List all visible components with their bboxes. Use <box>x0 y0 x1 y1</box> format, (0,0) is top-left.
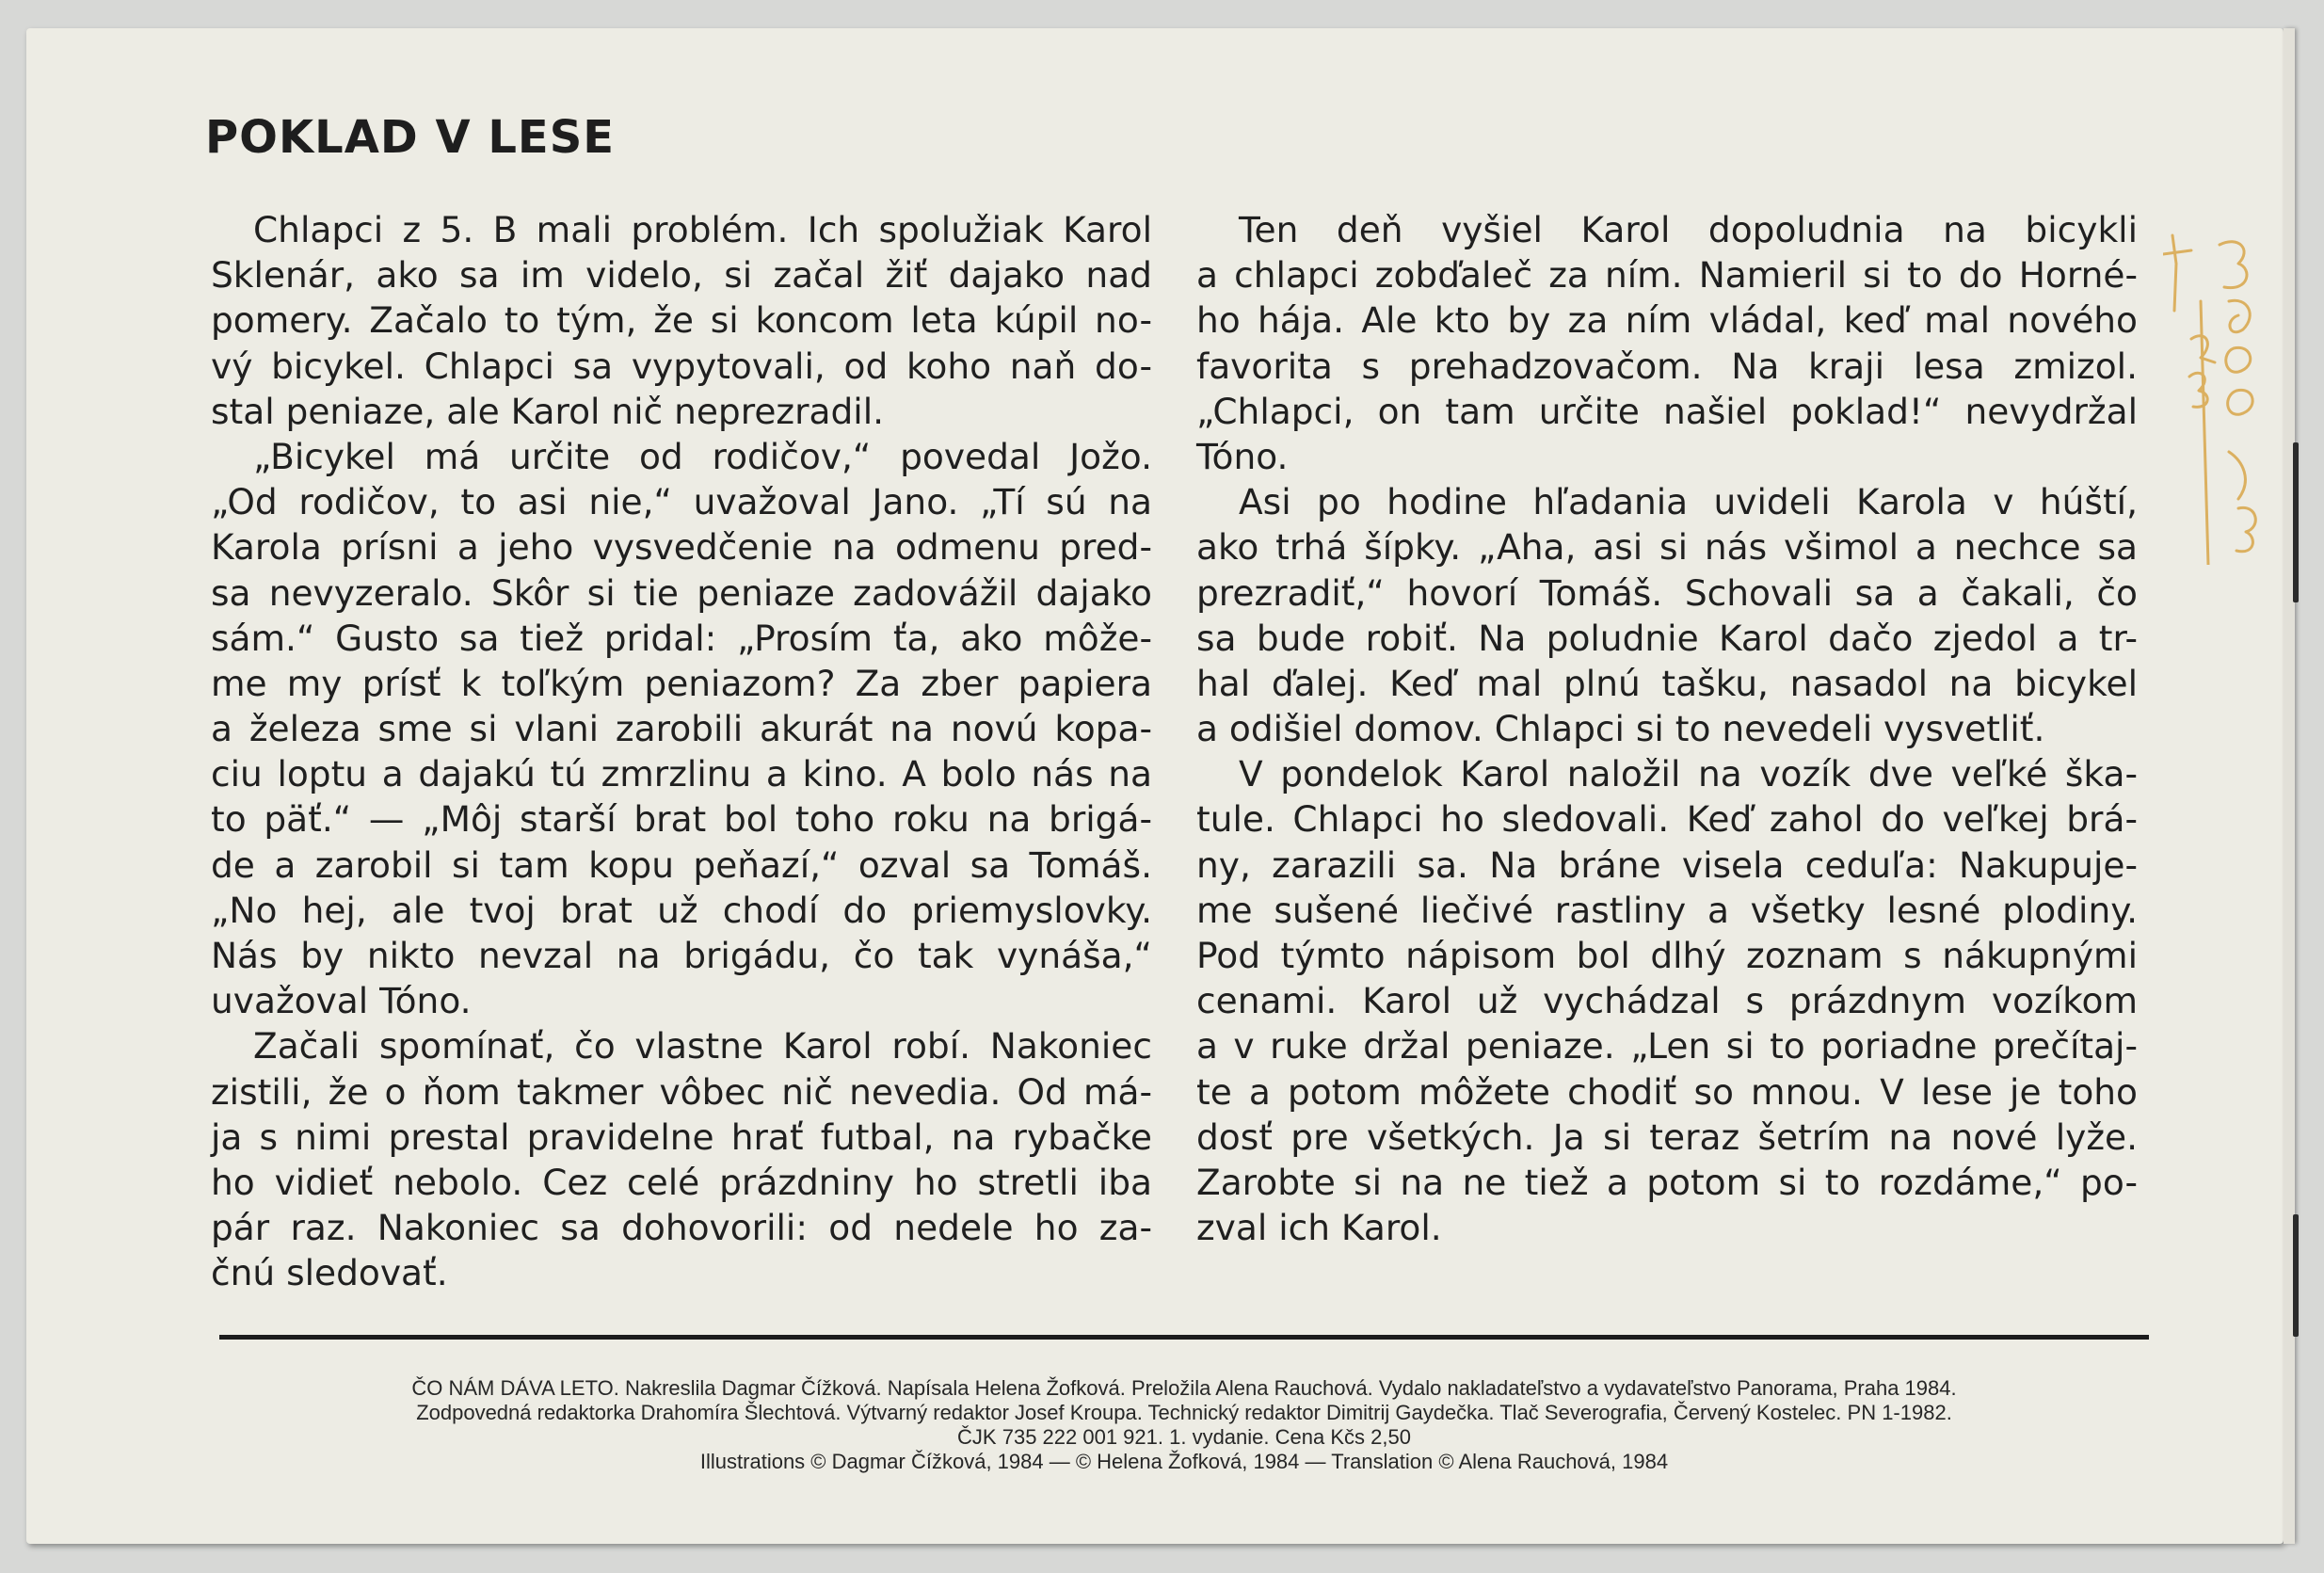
right-column-line: prezradiť,“ hovorí Tomáš. Schovali sa a čakali, čo <box>1196 571 2138 614</box>
right-column-line: Zarobte si na ne tiež a potom si to rozdáme,“ po- <box>1196 1161 2138 1203</box>
colophon-line-1: ČO NÁM DÁVA LETO. Nakreslila Dagmar Čížková. Napísala Helena Žofková. Preložila Alena Rauchová. Vydalo nakladateľstvo a vydavateľstvo Panorama, Praha 1984. <box>411 1376 1957 1400</box>
left-column-line: Sklenár, ako sa im videlo, si začal žiť dajako nad <box>211 254 1152 297</box>
text-column-right <box>1196 207 2138 1250</box>
colophon-line-4: Illustrations © Dagmar Čížková, 1984 — © Helena Žofková, 1984 — Translation © Alena Rauchová, 1984 <box>699 1450 1669 1473</box>
colophon-line-2: Zodpovedná redaktorka Drahomíra Šlechtová. Výtvarný redaktor Josef Kroupa. Technický redaktor Dimitrij Gaydečka. Tlač Severografia, Červený Kostelec. PN 1-1982. <box>416 1401 1952 1424</box>
left-column-line: sám.“ Gusto sa tiež pridal: „Prosím ťa, ako môže- <box>211 617 1152 659</box>
right-column-line: Pod týmto nápisom bol dlhý zoznam s nákupnými <box>1196 935 2138 976</box>
left-column-line: Chlapci z 5. B mali problém. Ich spolužiak Karol <box>253 209 1152 250</box>
page-title: POKLAD V LESE <box>205 111 616 164</box>
right-column-line: Asi po hodine hľadania uvideli Karola v húští, <box>1239 481 2138 523</box>
right-column-line: hal ďalej. Keď mal plnú tašku, nasadol na bicykel <box>1196 662 2138 704</box>
book-page <box>26 28 2284 1544</box>
left-column-line: uvažoval Tóno. <box>211 980 472 1022</box>
right-column-line: V pondelok Karol naložil na vozík dve veľké ška- <box>1239 753 2138 795</box>
left-column-line: ciu loptu a dajakú tú zmrzlinu a kino. A bolo nás na <box>211 753 1152 795</box>
left-column-line: stal peniaze, ale Karol nič neprezradil. <box>211 390 885 432</box>
right-column-line: „Chlapci, on tam určite našiel poklad!“ nevydržal <box>1196 390 2138 432</box>
colophon <box>219 1376 2149 1474</box>
right-column-line: me sušené liečivé rastliny a všetky lesné plodiny. <box>1196 889 2138 931</box>
right-column-line: favorita s prehadzovačom. Na kraji lesa zmizol. <box>1196 345 2138 387</box>
left-column-line: to päť.“ — „Môj starší brat bol toho roku na brigá- <box>211 798 1152 841</box>
right-column-line: Ten deň vyšiel Karol dopoludnia na bicykli <box>1239 209 2138 250</box>
left-column-line: vý bicykel. Chlapci sa vypytovali, od koho naň do- <box>211 345 1152 387</box>
colophon-line-3: ČJK 735 222 001 921. 1. vydanie. Cena Kčs 2,50 <box>957 1425 1411 1449</box>
left-column-line: Karola prísni a jeho vysvedčenie na odmenu pred- <box>211 526 1152 569</box>
left-column-line: čnú sledovať. <box>211 1252 448 1294</box>
left-column-line: pomery. Začalo to tým, že si koncom leta kúpil no- <box>211 299 1152 342</box>
left-column-line: a železa sme si vlani zarobili akurát na novú kopa- <box>211 708 1152 750</box>
text-column-left <box>211 207 1152 1296</box>
right-column-line: a v ruke držal peniaze. „Len si to poriadne prečítaj- <box>1196 1025 2138 1067</box>
right-column-line: ako trhá šípky. „Aha, asi si nás všimol a nechce sa <box>1196 526 2138 569</box>
left-column-line: de a zarobil si tam kopu peňazí,“ ozval sa Tomáš. <box>211 843 1152 886</box>
footer-divider <box>219 1335 2149 1340</box>
left-column-line: Nás by nikto nevzal na brigádu, čo tak vynáša,“ <box>211 935 1152 976</box>
right-column-line: sa bude robiť. Na poludnie Karol dačo zjedol a tr- <box>1196 617 2138 659</box>
left-column-line: zistili, že o ňom takmer vôbec nič nevedia. Od má- <box>211 1070 1152 1113</box>
staple-mark <box>2293 442 2299 602</box>
pencil-annotation-icon <box>2163 226 2284 565</box>
left-column-line: ho vidieť nebolo. Cez celé prázdniny ho stretli iba <box>211 1161 1152 1203</box>
staple-mark <box>2293 1214 2299 1337</box>
left-column-line: „Bicykel má určite od rodičov,“ povedal Jožo. <box>253 435 1152 477</box>
right-column-line: a chlapci zobďaleč za ním. Namieril si to do Horné- <box>1196 254 2138 297</box>
right-column-line: ny, zarazili sa. Na bráne visela ceduľa: Nakupuje- <box>1196 843 2138 886</box>
left-column-line: Začali spomínať, čo vlastne Karol robí. Nakoniec <box>253 1025 1152 1067</box>
right-column-line: ho hája. Ale kto by za ním vládal, keď mal nového <box>1196 299 2138 342</box>
right-column-line: te a potom môžete chodiť so mnou. V lese je toho <box>1196 1070 2138 1113</box>
left-column-line: me my prísť k toľkým peniazom? Za zber papiera <box>211 662 1152 704</box>
right-column-line: Tóno. <box>1196 435 1289 477</box>
left-column-line: „No hej, ale tvoj brat už chodí do priemyslovky. <box>211 889 1152 931</box>
right-column-line: a odišiel domov. Chlapci si to nevedeli vysvetliť. <box>1196 708 2045 750</box>
right-column-line: cenami. Karol už vychádzal s prázdnym vozíkom <box>1196 980 2138 1022</box>
right-column-line: dosť pre všetkých. Ja si teraz šetrím na nové lyže. <box>1196 1116 2138 1158</box>
left-column-line: ja s nimi prestal pravidelne hrať futbal, na rybačke <box>211 1116 1152 1158</box>
left-column-line: pár raz. Nakoniec sa dohovorili: od nedele ho za- <box>211 1207 1152 1249</box>
left-column-line: „Od rodičov, to asi nie,“ uvažoval Jano. „Tí sú na <box>211 481 1152 523</box>
left-column-line: sa nevyzeralo. Skôr si tie peniaze zadovážil dajako <box>211 571 1152 614</box>
right-column-line: tule. Chlapci ho sledovali. Keď zahol do veľkej brá- <box>1196 798 2138 841</box>
right-column-line: zval ich Karol. <box>1196 1207 1442 1249</box>
